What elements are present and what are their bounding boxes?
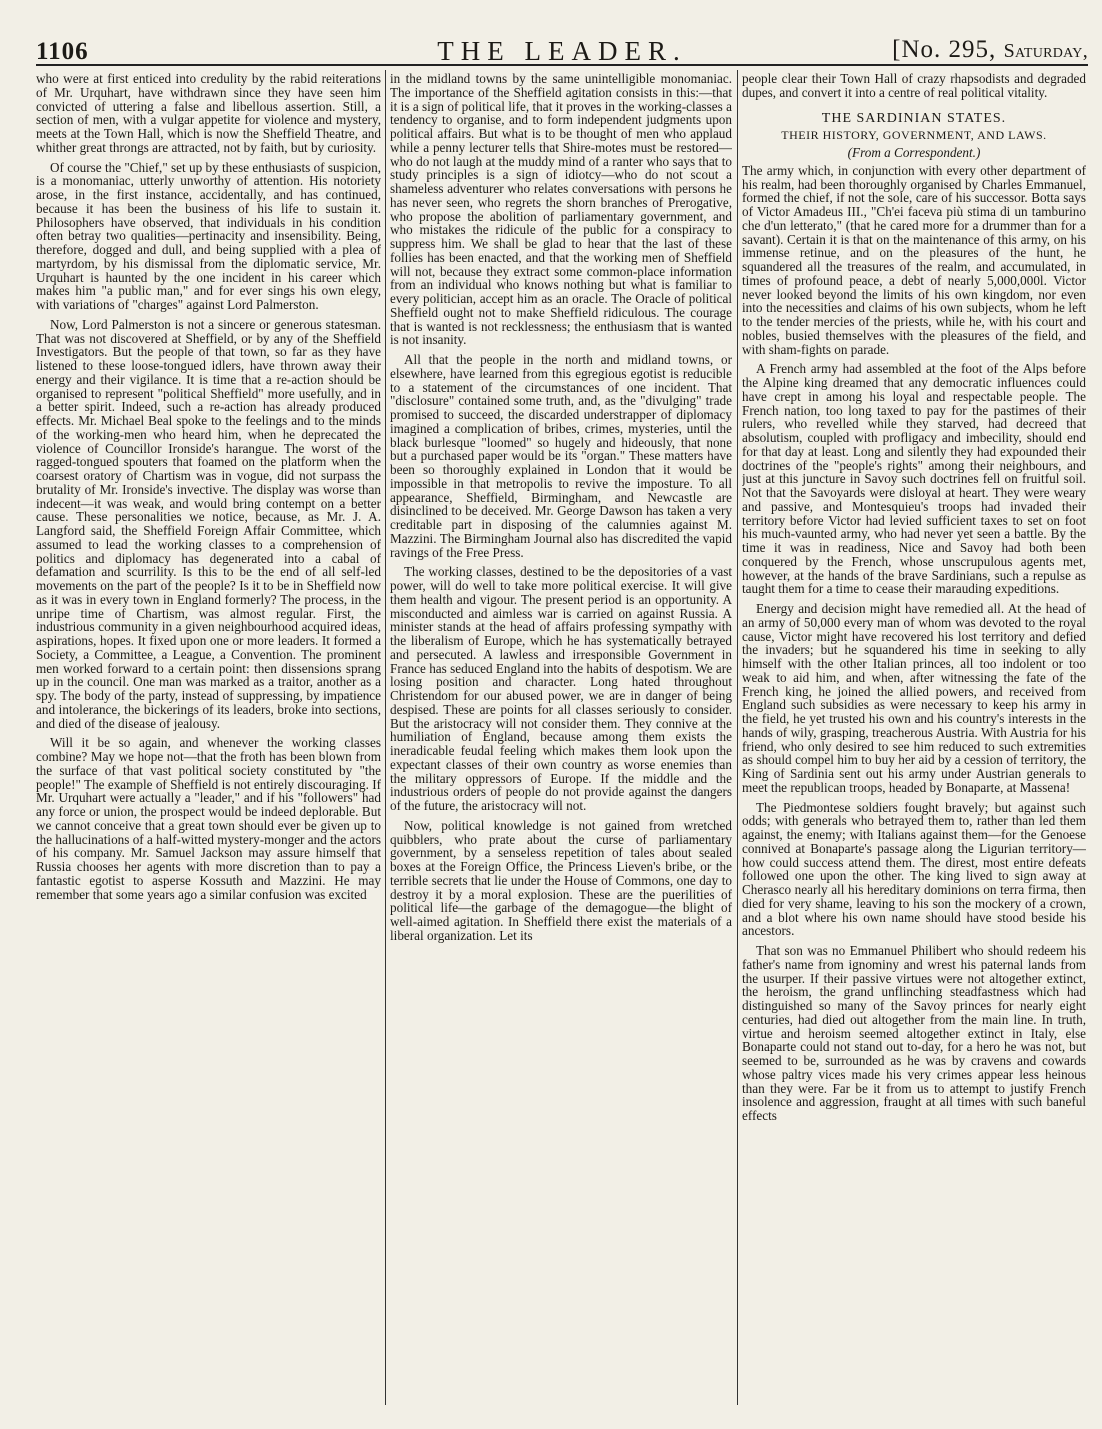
- article-heading: THE SARDINIAN STATES.: [821, 110, 1007, 126]
- col2-paragraph-4: Now, political knowledge is not gained from wretched quibblers, who prate about the curse of parliamentary government, by a senseless repetition of tales about sealed boxes at the Foreign Office, the Princess Lieven's bribe, or the terrible secrets that lie under the House of Commons, one day to destroy it by a moral explosion. These are the puerilities of political life—the garbage of the demagogue—the blight of well-aimed agitation. In Sheffield there exist the materials of a liberal organization. Let its: [390, 817, 732, 943]
- col1-paragraph-1: who were at first enticed into credulity by the rabid reiterations of Mr. Urquhart, have withdrawn since they have seen him convicted of uttering a false and libellous assertion. Still, a section of men, with a vulgar appetite for violence and mystery, meets at the Town Hall, which is now the Sheffield Theatre, and whither great throngs are attracted, not by faith, but by curiosity.: [36, 72, 381, 155]
- col3-paragraph-6: That son was no Emmanuel Philibert who should redeem his father's name from ignominy and wrest his paternal lands from the usurper. If their passive virtues were not altogether extinct, the heroism, the grand unflinching steadfastness which had distinguished so many of the Savoy princes for nearly eight centuries, had died out altogether from the main line. In truth, virtue and heroism seemed altogether extinct in Italy, else Bonaparte could not stand out to-day, for a hero he was not, but seemed to be, surrounded as he was by cravens and cowards whose paltry vices made his very crimes appear less heinous than they were. Far be it from us to attempt to justify French insolence and aggression, fraught at all times with such baneful effects: [742, 943, 1086, 1123]
- column-3: [742, 72, 1086, 1402]
- col3-paragraph-1: people clear their Town Hall of crazy rhapsodists and degraded dupes, and convert it into a centre of real political vitality.: [742, 72, 1086, 100]
- article-byline: (From a Correspondent.): [847, 145, 981, 160]
- page-number: 1106: [36, 38, 89, 65]
- column-1: [36, 72, 381, 1402]
- issue-number: [No. 295,: [892, 36, 997, 63]
- column-rule-1: [385, 70, 386, 1405]
- col3-paragraph-3: A French army had assembled at the foot of the Alps before the Alpine king dreamed that any democratic influences could have crept in among his loyal and respectable people. The French nation, too long taxed to pay for the pastimes of their rulers, who revelled while they starved, had decreed that absolutism, coupled with profligacy and imbecility, should end for that day at least. Long and silently they had expounded their doctrines of the "people's rights" among their neighbours, and just at this juncture in Savoy such doctrines fell on fruitful soil. Not that the Savoyards were disloyal at heart. They were weary and passive, and Montesquieu's troops had invaded their territory before Victor had levied sufficient taxes to set on foot his much-vaunted army, who had never yet seen a battle. By the time it was in readiness, Nice and Savoy had both been conquered by the French, whose unscrupulous agents met, however, at the hands of the brave Sardinians, such a repulse as taught them for a time to cease their marauding expeditions.: [742, 361, 1086, 597]
- col3-paragraph-4: Energy and decision might have remedied all. At the head of an army of 50,000 every man of whom was devoted to the royal cause, Victor might have recovered his lost territory and defied the invaders; but he squandered his time in seeking to ally himself with the other Italian princes, all too indolent or too weak to aid him, and when, after witnessing the fate of the French king, he joined the allied powers, and received from England such subsidies as were necessary to keep his army in the field, he yet trusted his own and his country's interests in the hands of wily, grasping, treacherous Austria. With Austria for his friend, who only desired to see him reduced to such extremities as should compel him to buy her aid by a cession of territory, the King of Sardinia sent out his army under Austrian generals to meet the republican troops, headed by Bonaparte, at Massena!: [742, 601, 1086, 795]
- col1-paragraph-2: Of course the "Chief," set up by these enthusiasts of suspicion, is a monomaniac, utterly unworthy of attention. His notoriety arose, in the first instance, accidentally, and has continued, because it has been the business of his life to sustain it. Philosophers have observed, that individuals in his condition often betray two qualities—pertinacity and insensibility. Being, therefore, dogged and dull, and being supplied with a plea of martyrdom, by his dismissal from the diplomatic service, Mr. Urquhart is haunted by the one incident in his career which makes him "a public man," and for ever sings his own elegy, with variations of "charges" against Lord Palmerston.: [36, 159, 381, 312]
- col2-paragraph-2: All that the people in the north and midland towns, or elsewhere, have learned from this egregious egotist is reducible to a statement of the circumstances of one incident. That "disclosure" contained some truth, and, as the "divulging" trade promised to succeed, the discarded understrapper of diplomacy imagined a complication of bribes, crimes, mysteries, until the black burlesque "loomed" so hugely and hideously, that none but a purchased paper would be its "organ." These matters have been so thoroughly explained in London that it would be impossible in that metropolis to revive the imposture. To all appearance, Sheffield, Birmingham, and Newcastle are disinclined to be deceived. Mr. George Dawson has taken a very creditable part in disposing of the calumnies against M. Mazzini. The Birmingham Journal also has discredited the vapid ravings of the Free Press.: [390, 352, 732, 560]
- col2-paragraph-1: in the midland towns by the same unintelligible monomaniac. The importance of the Sheffield agitation consists in this:—that it is a sign of political life, that it proves in the working-classes a tendency to organise, and to form independent judgments upon political affairs. But what is to be thought of men who applaud while a penny lecturer tells that Shire-motes must be restored—who do not laugh at the muddy mind of a ranter who says that to study principles is a sign of idiotcy—who do not scout a shameless adventurer who relates conversations with persons he has never seen, who regrets the shorn branches of Prerogative, who propose the abolition of parliamentary government, and who mistakes the ridicule of the public for a conspiracy to suppress him. We shall be glad to hear that the last of these follies has been enacted, and that the working men of Sheffield will not, because they extract some common-place information from an individual who knows nothing but what is familiar to every politician, accept him as an oracle. The Oracle of political Sheffield ought not to make Sheffield ridiculous. The courage that is wanted is not recklessness; the enthusiasm that is wanted is not insanity.: [390, 72, 732, 348]
- col2-paragraph-3: The working classes, destined to be the depositories of a vast power, will do well to take more political exercise. It will give them health and vigour. The present period is an opportunity. A misconducted and aimless war is carried on against Russia. A minister stands at the head of affairs professing sympathy with the liberalism of Europe, which he has systematically betrayed and persecuted. A lawless and irresponsible Government in France has seduced England into the habits of despotism. We are losing position and character. Long hated throughout Christendom for our abused power, we are in danger of being despised. These are points for all classes seriously to consider. But the aristocracy will not consider them. They connive at the humiliation of England, because among them exists the ineradicable feudal feeling which makes them look upon the expectant classes of their own country as worse enemies than the military oppressors of Europe. If the middle and the industrious orders of people do not provide against the dangers of the future, the aristocracy will not.: [390, 564, 732, 813]
- col3-paragraph-2: The army which, in conjunction with every other department of his realm, had been thoroughly organised by Charles Emmanuel, formed the chief, if not the sole, care of his successor. Botta says of Victor Amadeus III., "Ch'ei faceva più stima di un tamburino che d'un letterato," (that he cared more for a drummer than for a savant). Certain it is that on the maintenance of this army, on his immense retinue, and on the pleasures of the hunt, he squandered all the treasures of the realm, and accumulated, in times of profound peace, a debt of nearly 5,000,000l. Victor never looked beyond the limits of his own kingdom, nor even into the necessities and claims of his own subjects, whom he left to the tender mercies of the priests, while he, with his court and nobles, busied themselves with the pleasures of the field, and with sham-fights on parade.: [742, 162, 1086, 357]
- column-rule-2: [737, 70, 738, 1405]
- newspaper-title: THE LEADER.: [437, 36, 687, 66]
- article-subheading: THEIR HISTORY, GOVERNMENT, AND LAWS.: [781, 128, 1047, 143]
- masthead: [36, 28, 1088, 66]
- issue-label: [892, 36, 1088, 64]
- issue-day: Saturday,: [1003, 40, 1088, 62]
- col1-paragraph-4: Will it be so again, and whenever the working classes combine? May we hope not—that the froth has been blown from the surface of that vast political society constituted by "the people!" The example of Sheffield is not entirely discouraging. If Mr. Urquhart were actually a "leader," and if his "followers" had any force or union, the prospect would be indeed deplorable. But we cannot conceive that a great town should ever be given up to the hallucinations of a half-witted mystery-monger and the actors of his company. Mr. Samuel Jackson may assure himself that Russia chooses her agents with more discretion than to pay a fantastic egotist to asperse Kossuth and Mazzini. He may remember that some years ago a similar confusion was excited: [36, 735, 381, 902]
- col3-paragraph-5: The Piedmontese soldiers fought bravely; but against such odds; with generals who betrayed them to, rather than led them against, the enemy; with Italians against them—for the Genoese connived at Bonaparte's passage along the Ligurian territory—how could success attend them. The direst, most entire defeats followed one upon the other. The king lived to sign away at Cherasco nearly all his hereditary dominions on terra firma, then died for very shame, leaving to his son the mockery of a crown, and a blot where his own name should have stood beside his ancestors.: [742, 799, 1086, 939]
- col1-paragraph-3: Now, Lord Palmerston is not a sincere or generous statesman. That was not discovered at Sheffield, or by any of the Sheffield Investigators. But the people of that town, so far as they have listened to these loose-tongued idlers, have thrown away their energy and their vigilance. It is time that a re-action should be organised to represent "political Sheffield" more usefully, and in a better spirit. Indeed, such a re-action has already produced effects. Mr. Michael Beal spoke to the feelings and to the minds of the working-men who heard him, when he deprecated the violence of Councillor Ironside's harangue. The worst of the ragged-tongued spouters that foamed on the platform when the coarsest oratory of Chartism was in vogue, did not surpass the brutality of Mr. Ironside's invective. The display was worse than indecent—it was weak, and would bring contempt on a better cause. These personalities we notice, because, as Mr. J. A. Langford said, the Sheffield Foreign Affair Committee, which assumed to lead the working classes to a comprehension of politics and diplomacy has degenerated into a cabal of defamation and scurrility. Is this to be the end of all self-led movements on the part of the people? Is it to be in Sheffield now as it was in every town in England formerly? The process, in the unripe time of Chartism, was almost regular. First, the industrious community in a given neighbourhood acquired ideas, aspirations, hopes. It fixed upon one or more leaders. It formed a Society, a Committee, a League, a Convention. The prominent men worked forward to a certain point: then dissensions sprang up in the council. One man was marked as a traitor, another as a spy. The body of the party, instead of suppressing, by impatience and intolerance, the bickerings of its leaders, broke into sections, and died of the disease of jealousy.: [36, 316, 381, 731]
- column-2: [390, 72, 732, 1402]
